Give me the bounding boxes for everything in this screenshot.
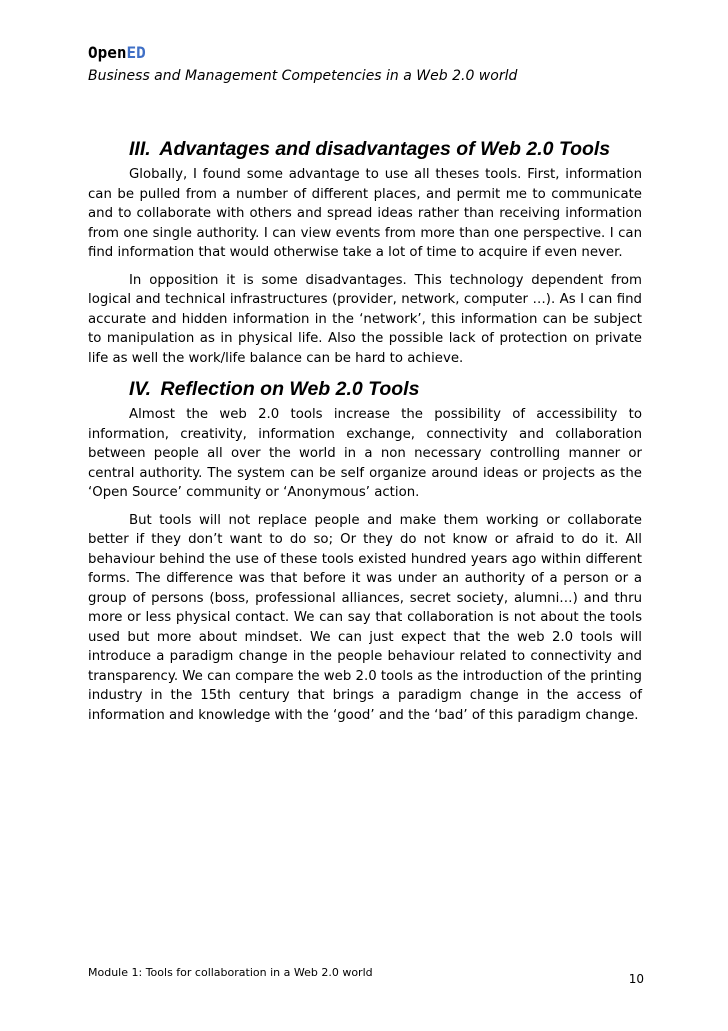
page-header: [88, 43, 648, 86]
section-title: Advantages and disadvantages of Web 2.0 Tools: [159, 138, 611, 160]
section-heading-advantages: [88, 136, 642, 162]
brand-ed: ED: [126, 43, 146, 62]
paragraph-accessibility: Almost the web 2.0 tools increase the possibility of accessibility to information, creativity, information exchange, connectivity and collaboration between people all over the world in a non necessary controlling manner or central authority. The system can be self organize around ideas or projects as the ‘Open Source’ community or ‘Anonymous’ action.: [88, 407, 642, 500]
paragraph-mindset: But tools will not replace people and make them working or collaborate better if they don’t want to do so; Or they do not know or afraid to do it. All behaviour behind the use of these tools existed hundred years ago within different forms. The difference was that before it was under an authority of a person or a group of persons (boss, professional alliances, secret society, alumni…) and thru more or less physical contact. We can say that collaboration is not about the tools used but more about mindset. We can just expect that the web 2.0 tools will introduce a paradigm change in the people behaviour related to connectivity and transparency. We can compare the web 2.0 tools as the introduction of the printing industry in the 15th century that brings a paradigm change in the access of information and knowledge with the ‘good’ and the ‘bad’ of this paradigm change.: [88, 512, 642, 723]
section-number: IV.: [129, 378, 152, 400]
paragraph-advantages: Globally, I found some advantage to use all theses tools. First, information can be pulled from a number of different places, and permit me to communicate and to collaborate with others and spread ideas rather than receiving information from one single authority. I can view events from more than one perspective. I can find information that would otherwise take a lot of time to acquire if even never.: [88, 167, 642, 260]
footer-module-text: Module 1: Tools for collaboration in a Web 2.0 world: [88, 966, 373, 979]
brand-open: Open: [88, 43, 127, 62]
document-subtitle: Business and Management Competencies in a Web 2.0 world: [88, 68, 518, 84]
section-heading-reflection: [88, 376, 642, 402]
document-body: [88, 136, 642, 733]
section-number: III.: [129, 138, 151, 160]
paragraph-disadvantages: In opposition it is some disadvantages. This technology dependent from logical and technical infrastructures (provider, network, computer …). As I can find accurate and hidden information in the ‘network’, this information can be subject to manipulation as in physical life. Also the possible lack of protection on private life as well the work/life balance can be hard to achieve.: [88, 272, 642, 366]
page-number: 10: [628, 972, 644, 986]
brand-logo: [88, 43, 648, 63]
section-title: Reflection on Web 2.0 Tools: [160, 378, 420, 400]
